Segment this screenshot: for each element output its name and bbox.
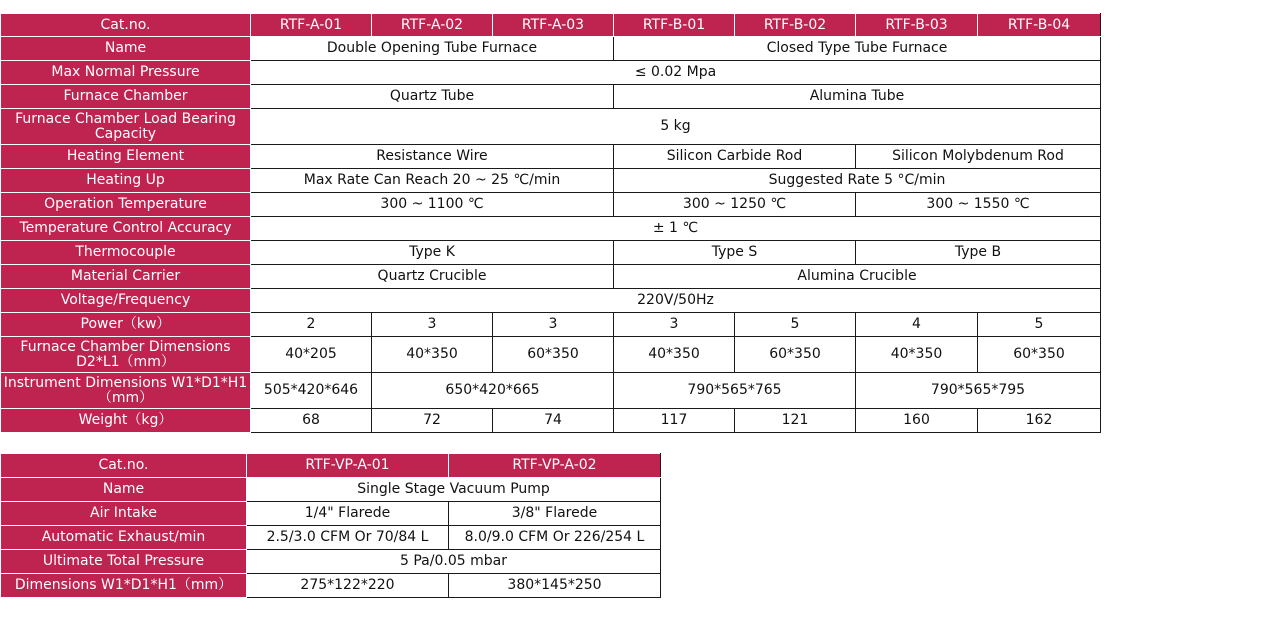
table-row: [1, 526, 661, 550]
header-row: [1, 454, 661, 478]
table-row: [1, 265, 1101, 289]
row-label: Thermocouple: [1, 241, 251, 265]
row-label: Material Carrier: [1, 265, 251, 289]
model-header: RTF-B-02: [735, 14, 856, 37]
table-row: [1, 169, 1101, 193]
table-cell: 40*350: [372, 337, 493, 373]
table-cell: Quartz Crucible: [251, 265, 614, 289]
table-row: [1, 241, 1101, 265]
table-cell: 60*350: [735, 337, 856, 373]
table-cell: 300 ~ 1550 ℃: [856, 193, 1101, 217]
row-label: Max Normal Pressure: [1, 61, 251, 85]
row-label: Air Intake: [1, 502, 247, 526]
table-row: [1, 109, 1101, 145]
row-label: Power（kw）: [1, 313, 251, 337]
row-label: Instrument Dimensions W1*D1*H1（mm）: [1, 373, 251, 409]
table-cell: 2.5/3.0 CFM Or 70/84 L: [247, 526, 449, 550]
table-cell: 40*205: [251, 337, 372, 373]
table-cell: 650*420*665: [372, 373, 614, 409]
table-cell: 8.0/9.0 CFM Or 226/254 L: [449, 526, 661, 550]
model-header: RTF-VP-A-01: [247, 454, 449, 478]
table-cell: Type S: [614, 241, 856, 265]
table-cell: 60*350: [978, 337, 1101, 373]
table-cell: ± 1 ℃: [251, 217, 1101, 241]
table-cell: Max Rate Can Reach 20 ~ 25 ℃/min: [251, 169, 614, 193]
row-label: Furnace Chamber: [1, 85, 251, 109]
row-label: Ultimate Total Pressure: [1, 550, 247, 574]
row-label: Voltage/Frequency: [1, 289, 251, 313]
row-label: Automatic Exhaust/min: [1, 526, 247, 550]
table-cell: Type B: [856, 241, 1101, 265]
table-row: [1, 193, 1101, 217]
row-label: Heating Up: [1, 169, 251, 193]
table-row: [1, 217, 1101, 241]
table-row: [1, 37, 1101, 61]
table-cell: 2: [251, 313, 372, 337]
table-row: [1, 574, 661, 598]
table-cell: Silicon Carbide Rod: [614, 145, 856, 169]
table-cell: Closed Type Tube Furnace: [614, 37, 1101, 61]
row-label: Furnace Chamber Dimensions D2*L1（mm）: [1, 337, 251, 373]
header-label: Cat.no.: [1, 14, 251, 37]
row-label: Heating Element: [1, 145, 251, 169]
model-header: RTF-VP-A-02: [449, 454, 661, 478]
table-row: [1, 409, 1101, 433]
row-label: Weight（kg）: [1, 409, 251, 433]
table-cell: 72: [372, 409, 493, 433]
table-row: [1, 373, 1101, 409]
model-header: RTF-B-04: [978, 14, 1101, 37]
table-cell: 220V/50Hz: [251, 289, 1101, 313]
table-cell: ≤ 0.02 Mpa: [251, 61, 1101, 85]
row-label: Dimensions W1*D1*H1（mm）: [1, 574, 247, 598]
vacuum-pump-spec-table: [0, 453, 661, 598]
row-label: Temperature Control Accuracy: [1, 217, 251, 241]
table-cell: 160: [856, 409, 978, 433]
table-cell: 3/8" Flarede: [449, 502, 661, 526]
table-cell: 74: [493, 409, 614, 433]
table-cell: 790*565*765: [614, 373, 856, 409]
model-header: RTF-B-01: [614, 14, 735, 37]
header-row: [1, 14, 1101, 37]
table-row: [1, 337, 1101, 373]
table-cell: 505*420*646: [251, 373, 372, 409]
table-cell: 3: [493, 313, 614, 337]
row-label: Name: [1, 37, 251, 61]
table-row: [1, 289, 1101, 313]
table-cell: Alumina Tube: [614, 85, 1101, 109]
table-cell: 40*350: [614, 337, 735, 373]
table-cell: 4: [856, 313, 978, 337]
model-header: RTF-A-02: [372, 14, 493, 37]
table-row: [1, 145, 1101, 169]
table-cell: Single Stage Vacuum Pump: [247, 478, 661, 502]
table-cell: Double Opening Tube Furnace: [251, 37, 614, 61]
table-row: [1, 550, 661, 574]
row-label: Furnace Chamber Load Bearing Capacity: [1, 109, 251, 145]
table-cell: 121: [735, 409, 856, 433]
header-label: Cat.no.: [1, 454, 247, 478]
table-cell: 300 ~ 1250 ℃: [614, 193, 856, 217]
model-header: RTF-B-03: [856, 14, 978, 37]
table-cell: 380*145*250: [449, 574, 661, 598]
table-cell: Alumina Crucible: [614, 265, 1101, 289]
table-row: [1, 61, 1101, 85]
table-cell: Suggested Rate 5 °C/min: [614, 169, 1101, 193]
table-cell: 162: [978, 409, 1101, 433]
table-cell: 3: [614, 313, 735, 337]
table-row: [1, 313, 1101, 337]
table-cell: 3: [372, 313, 493, 337]
table-cell: 117: [614, 409, 735, 433]
row-label: Operation Temperature: [1, 193, 251, 217]
table-row: [1, 85, 1101, 109]
table-cell: 60*350: [493, 337, 614, 373]
table-row: [1, 502, 661, 526]
model-header: RTF-A-01: [251, 14, 372, 37]
table-cell: Silicon Molybdenum Rod: [856, 145, 1101, 169]
table-cell: 790*565*795: [856, 373, 1101, 409]
table-cell: Resistance Wire: [251, 145, 614, 169]
table-cell: Type K: [251, 241, 614, 265]
table-cell: 68: [251, 409, 372, 433]
table-row: [1, 478, 661, 502]
table-cell: 5 Pa/0.05 mbar: [247, 550, 661, 574]
furnace-spec-table: [0, 13, 1101, 433]
table-cell: 5: [978, 313, 1101, 337]
model-header: RTF-A-03: [493, 14, 614, 37]
table-cell: 1/4" Flarede: [247, 502, 449, 526]
row-label: Name: [1, 478, 247, 502]
table-cell: 275*122*220: [247, 574, 449, 598]
table-cell: 300 ~ 1100 ℃: [251, 193, 614, 217]
table-cell: 40*350: [856, 337, 978, 373]
table-cell: 5: [735, 313, 856, 337]
table-cell: 5 kg: [251, 109, 1101, 145]
table-cell: Quartz Tube: [251, 85, 614, 109]
